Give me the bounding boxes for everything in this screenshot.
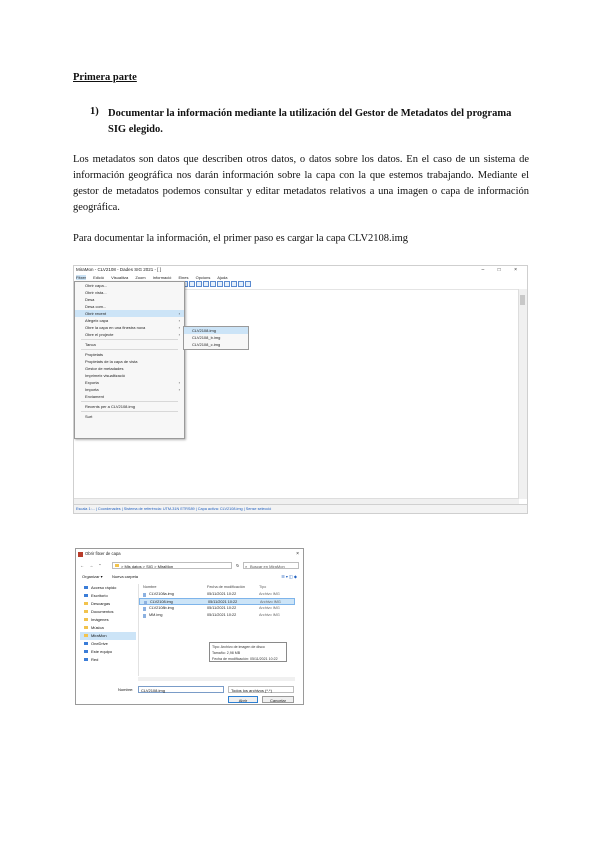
folder-icon <box>84 626 88 629</box>
nav-item-selected[interactable] <box>80 632 136 640</box>
network-icon <box>84 658 88 661</box>
submenu-item[interactable]: CLV2108.img <box>184 327 248 334</box>
nav-label: Imágenes <box>91 617 109 622</box>
file-date: 05/11/2021 10:22 <box>207 606 237 610</box>
menu-view[interactable]: Visualitza <box>111 275 129 280</box>
search-placeholder: Buscar en MiraMon <box>250 564 285 569</box>
nav-label: Red <box>91 657 99 662</box>
address-bar[interactable] <box>112 562 232 569</box>
menu-item-label: Obrir recent <box>85 311 107 316</box>
menu-item[interactable]: Obrir vista... <box>85 290 107 295</box>
list-item-heading: Documentar la información mediante la utilización del Gestor de Metadatos del programa SIG elegido. <box>108 108 512 135</box>
print-icon[interactable] <box>224 281 230 287</box>
menu-divider <box>81 401 178 402</box>
menu-item[interactable] <box>75 379 184 386</box>
dialog-buttons <box>76 696 303 704</box>
menu-divider <box>81 411 178 412</box>
search-input[interactable] <box>243 562 299 569</box>
zoom-out-icon[interactable] <box>189 281 195 287</box>
vertical-scrollbar[interactable] <box>518 289 527 499</box>
star-icon <box>84 586 88 589</box>
nav-item[interactable] <box>80 656 136 664</box>
nav-label: Este equipo <box>91 649 113 654</box>
scroll-thumb[interactable] <box>520 295 525 305</box>
file-icon <box>143 607 146 611</box>
file-name: CLV2108.img <box>150 600 173 604</box>
nav-label: Descargas <box>91 601 111 606</box>
menu-item-exit[interactable]: Surt <box>85 414 93 419</box>
filename-row <box>76 685 303 694</box>
dialog-title: Obrir fitxer de capa <box>85 551 121 556</box>
menu-item-label: Exporta <box>85 380 99 385</box>
file-type: Archivo IMG <box>259 606 280 610</box>
file-name: MM.img <box>149 613 163 617</box>
dialog-titlebar <box>76 549 303 559</box>
file-name: CLV2108b.img <box>149 606 174 610</box>
menu-item[interactable] <box>75 386 184 393</box>
menu-zoom[interactable]: Zoom <box>135 275 146 280</box>
nav-item[interactable] <box>80 584 136 592</box>
folder-icon <box>84 634 88 637</box>
menu-item-open-recent[interactable] <box>75 310 184 317</box>
menu-info[interactable]: Informació <box>152 275 172 280</box>
menu-item[interactable]: Enviament <box>85 394 104 399</box>
layers-icon[interactable] <box>210 281 216 287</box>
save-icon[interactable] <box>231 281 237 287</box>
menu-item[interactable]: Obrir capa... <box>85 283 108 288</box>
nav-item[interactable] <box>80 640 136 648</box>
menu-item[interactable] <box>75 317 184 324</box>
nav-item[interactable] <box>80 608 136 616</box>
horizontal-scrollbar[interactable] <box>138 677 295 681</box>
menu-item[interactable]: Propietats de la capa de vista <box>85 359 138 364</box>
file-type: Archivo IMG <box>259 592 280 596</box>
file-name: CLV2108a.img <box>149 592 174 596</box>
file-type: Archivo IMG <box>260 600 281 604</box>
file-type: Archivo IMG <box>259 613 280 617</box>
submenu-item[interactable]: CLV2108_c.img <box>192 342 221 347</box>
computer-icon <box>84 650 88 653</box>
app-titlebar <box>74 266 527 274</box>
grid-icon[interactable] <box>217 281 223 287</box>
nav-label: Acceso rápido <box>91 585 117 590</box>
file-icon <box>143 593 146 597</box>
filename-input[interactable]: CLV2108.img <box>138 686 224 693</box>
pan-icon[interactable] <box>196 281 202 287</box>
instruction-paragraph: Para documentar la información, el primer paso es cargar la capa CLV2108.img <box>73 233 409 244</box>
menu-item-label: Obre la capa en una finestra nova <box>85 325 146 330</box>
refresh-icon[interactable]: ↻ <box>236 563 240 568</box>
filetype-select[interactable]: Todos los archivos (*.*) <box>228 686 294 693</box>
nav-label: Documentos <box>91 609 114 614</box>
nav-label: Música <box>91 625 104 630</box>
chevron-right-icon: › <box>178 318 180 323</box>
file-date: 05/11/2021 10:22 <box>208 600 238 604</box>
menu-file[interactable]: Fitxer <box>76 275 86 280</box>
close-icon[interactable]: × <box>296 551 299 557</box>
menu-item[interactable]: Propietats <box>85 352 104 357</box>
nav-item[interactable] <box>80 600 136 608</box>
command-bar <box>76 573 303 581</box>
file-menu-dropdown <box>74 281 185 439</box>
cloud-icon <box>84 642 88 645</box>
menu-item[interactable]: Recents per a CLV2108.img <box>85 404 135 409</box>
nav-item[interactable] <box>80 592 136 600</box>
organize-button[interactable]: Organizar ▾ <box>82 574 103 579</box>
menu-item-label: Importa <box>85 387 99 392</box>
open-file-dialog-screenshot <box>75 548 304 705</box>
menu-item[interactable]: Tanca <box>85 342 96 347</box>
recent-submenu <box>183 326 249 350</box>
column-header-row <box>139 584 295 591</box>
nav-label: OneDrive <box>91 641 108 646</box>
menu-options[interactable]: Opcions <box>195 275 211 280</box>
search-icon: ⌕ <box>245 564 248 569</box>
status-bar <box>74 504 527 513</box>
menu-item[interactable] <box>75 331 184 338</box>
chevron-right-icon: › <box>178 380 180 385</box>
menu-tools[interactable]: Eines <box>178 275 189 280</box>
window-controls[interactable]: – □ × <box>481 267 523 273</box>
file-row[interactable] <box>139 591 295 598</box>
menu-item[interactable] <box>75 324 184 331</box>
menu-divider <box>81 339 178 340</box>
nav-item[interactable] <box>80 648 136 656</box>
menu-item-label: Afegeix capa <box>85 318 109 323</box>
column-header-type[interactable]: Tipo <box>259 585 267 589</box>
chevron-right-icon: › <box>178 325 180 330</box>
column-header-date[interactable]: Fecha de modificación <box>207 585 245 589</box>
file-row[interactable] <box>139 605 295 612</box>
navigation-pane <box>80 584 136 676</box>
folder-icon <box>84 602 88 605</box>
folder-icon <box>115 564 119 567</box>
cancel-button[interactable]: Cancelar <box>262 696 294 703</box>
nav-arrows-icon[interactable]: ← → ⌃ <box>80 563 104 568</box>
column-header-name[interactable]: Nombre <box>143 585 157 589</box>
section-heading: Primera parte <box>73 72 137 83</box>
app-menubar <box>74 274 527 281</box>
submenu-item[interactable]: CLV2108_b.img <box>192 335 221 340</box>
nav-label: Escritorio <box>91 593 108 598</box>
folder-icon <box>84 618 88 621</box>
chevron-right-icon: › <box>178 387 180 392</box>
address-path: > Mis datos > SIG > MiraMon <box>121 564 174 569</box>
sig-app-screenshot <box>73 265 528 514</box>
app-title: MiraMon - CLV2108 - Dades SIG 2021 - [ ] <box>76 267 161 272</box>
chevron-right-icon: › <box>178 311 180 316</box>
desktop-icon <box>84 594 88 597</box>
navigation-row <box>76 561 303 570</box>
menu-item-metadata-manager[interactable]: Gestor de metadades <box>85 366 124 371</box>
menu-divider <box>81 349 178 350</box>
file-date: 05/11/2021 10:22 <box>207 592 237 596</box>
menu-item[interactable]: Desa com... <box>85 304 107 309</box>
menu-item-label: Obre el projecte <box>85 332 114 337</box>
list-item-number: 1) <box>90 106 99 117</box>
file-row-selected[interactable] <box>139 598 295 605</box>
file-tooltip: Tipo: Archivo de imagen de disco Tamaño: 2,98 MB Fecha de modificación: 05/11/2021 10:22 <box>209 642 287 662</box>
nav-label: MiraMon <box>91 633 107 638</box>
menu-item[interactable]: Desa <box>85 297 95 302</box>
info-icon[interactable] <box>203 281 209 287</box>
file-row[interactable] <box>139 612 295 619</box>
new-folder-button[interactable]: Nueva carpeta <box>112 574 139 579</box>
nav-item[interactable] <box>80 624 136 632</box>
filename-label: Nombre: <box>118 687 134 692</box>
measure-icon[interactable] <box>245 281 251 287</box>
folder-icon <box>84 610 88 613</box>
open-button[interactable]: Abrir <box>228 696 258 703</box>
nav-item[interactable] <box>80 616 136 624</box>
menu-edit[interactable]: Edició <box>93 275 105 280</box>
status-text: Escala 1:... | Coordenades | Sistema de referència: UTM-31N ETRS89 | Capa activa: CLV2108.img | Sense selecció <box>76 507 272 511</box>
select-icon[interactable] <box>238 281 244 287</box>
intro-paragraph: Los metadatos son datos que describen otros datos, o datos sobre los datos. En el caso de un sistema de información geográfica nos darán información sobre la capa con la que estemos trabajando. Mediante el gestor de metadatos podemos consultar y editar metadatos relativos a una imagen o capa de información geográfica. <box>73 154 529 213</box>
file-icon <box>143 614 146 618</box>
file-date: 05/11/2021 10:22 <box>207 613 237 617</box>
menu-item[interactable]: Imprimeix visualització <box>85 373 126 378</box>
app-toolbar <box>182 281 262 289</box>
menu-help[interactable]: Ajuda <box>217 275 228 280</box>
app-icon <box>78 552 83 557</box>
chevron-right-icon: › <box>178 332 180 337</box>
view-options-icon[interactable]: ☰ ▾ ◫ ◆ <box>281 574 297 579</box>
file-list <box>138 584 295 676</box>
